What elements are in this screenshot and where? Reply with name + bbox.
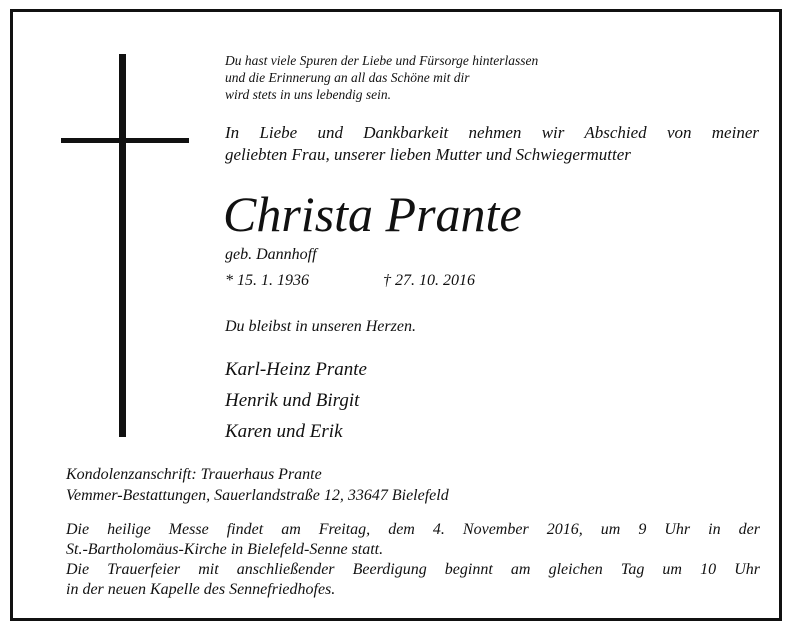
- cross-icon-horizontal-beam: [61, 138, 189, 143]
- remembrance-line: Du bleibst in unseren Herzen.: [225, 318, 416, 335]
- intro-line: In Liebe und Dankbarkeit nehmen wir Abschied von meiner: [225, 123, 759, 142]
- life-dates: [225, 271, 475, 291]
- mourner-name: Henrik und Birgit: [225, 390, 360, 411]
- condolence-line: Kondolenzanschrift: Trauerhaus Prante: [66, 466, 322, 483]
- service-line: St.-Bartholomäus-Kirche in Bielefeld-Senne statt.: [66, 541, 384, 558]
- birth-name: geb. Dannhoff: [225, 246, 317, 263]
- deceased-name: Christa Prante: [223, 186, 522, 242]
- service-line: Die Trauerfeier mit anschließender Beerdigung beginnt am gleichen Tag um 10 Uhr: [66, 561, 760, 578]
- death-date: † 27. 10. 2016: [383, 272, 475, 289]
- service-info: [66, 520, 760, 600]
- mourner-name: Karl-Heinz Prante: [225, 359, 367, 380]
- mourner-name: Karen und Erik: [225, 421, 343, 442]
- birth-date: * 15. 1. 1936: [225, 272, 309, 289]
- service-line: in der neuen Kapelle des Sennefriedhofes.: [66, 581, 336, 598]
- condolence-line: Vemmer-Bestattungen, Sauerlandstraße 12, 33647 Bielefeld: [66, 487, 449, 504]
- obituary-notice: [10, 9, 782, 621]
- quote-line: wird stets in uns lebendig sein.: [225, 87, 391, 102]
- mourners-list: [225, 354, 367, 447]
- quote-line: Du hast viele Spuren der Liebe und Fürsorge hinterlassen: [225, 53, 539, 68]
- farewell-intro: [225, 122, 759, 166]
- service-line: Die heilige Messe findet am Freitag, dem 4. November 2016, um 9 Uhr in der: [66, 521, 760, 538]
- intro-line: geliebten Frau, unserer lieben Mutter und Schwiegermutter: [225, 145, 631, 164]
- cross-icon-vertical-beam: [119, 54, 126, 437]
- memorial-quote: [225, 52, 645, 103]
- condolence-address: [66, 464, 449, 506]
- quote-line: und die Erinnerung an all das Schöne mit dir: [225, 70, 470, 85]
